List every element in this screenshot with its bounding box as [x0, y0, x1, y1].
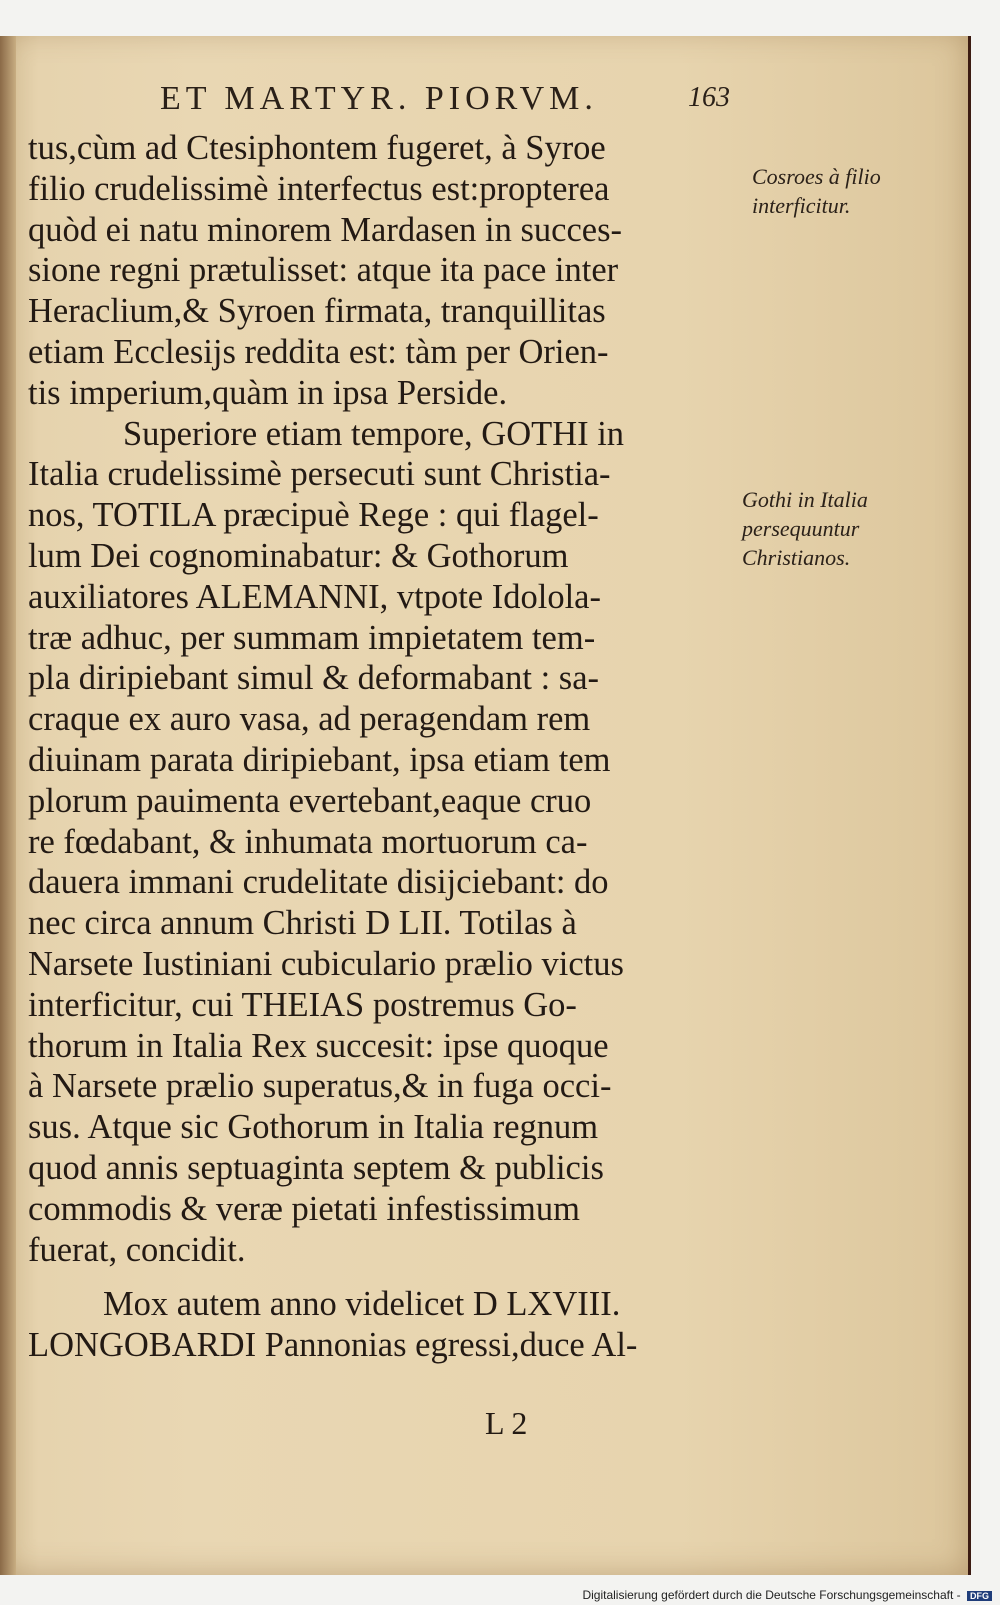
text-line: à Narsete prælio superatus,& in fuga occi- — [28, 1067, 612, 1106]
margin-note-line: Christianos. — [742, 545, 851, 570]
page-header — [160, 80, 730, 120]
text-line: tis imperium,quàm in ipsa Perside. — [28, 373, 508, 412]
credit-text: Digitalisierung gefördert durch die Deutsche Forschungsgemeinschaft - — [582, 1588, 961, 1602]
text-line: sione regni prætulisset: atque ita pace inter — [28, 251, 619, 290]
text-line: etiam Ecclesijs reddita est: tàm per Orien- — [28, 332, 609, 371]
text-line: interficitur, cui THEIAS postremus Go- — [28, 985, 577, 1024]
margin-note-gothi — [742, 485, 868, 572]
dfg-logo: DFG — [967, 1591, 992, 1601]
running-head: ET MARTYR. PIORVM. — [160, 80, 598, 117]
text-line: LONGOBARDI Pannonias egressi,duce Al- — [28, 1326, 638, 1365]
body-text — [28, 128, 738, 1366]
margin-note-line: Gothi in Italia — [742, 487, 868, 512]
text-line: craque ex auro vasa, ad peragendam rem — [28, 700, 591, 739]
page-number: 163 — [688, 82, 730, 113]
text-line: træ adhuc, per summam impietatem tem- — [28, 618, 596, 657]
text-line: Italia crudelissimè persecuti sunt Christia- — [28, 455, 611, 494]
text-line: Narsete Iustiniani cubiculario prælio victus — [28, 944, 624, 983]
text-line: quòd ei natu minorem Mardasen in succes- — [28, 210, 622, 249]
text-line: tus,cùm ad Ctesiphontem fugeret, à Syroe — [28, 129, 606, 167]
text-line: commodis & veræ pietati infestissimum — [28, 1189, 580, 1228]
paragraph-gap — [28, 1270, 738, 1284]
text-line: lum Dei cognominabatur: & Gothorum — [28, 536, 569, 575]
scan-top-margin — [0, 0, 1000, 36]
text-line: Superiore etiam tempore, GOTHI in — [123, 414, 625, 453]
margin-note-line: interficitur. — [752, 193, 851, 218]
text-line: fuerat, concidit. — [28, 1230, 246, 1269]
margin-note-cosroes — [752, 162, 881, 220]
text-line: plorum pauimenta evertebant,eaque cruo — [28, 781, 592, 820]
text-line: sus. Atque sic Gothorum in Italia regnum — [28, 1108, 599, 1147]
text-line: nos, TOTILA præcipuè Rege : qui flagel- — [28, 496, 599, 535]
text-line: nec circa annum Christi D LII. Totilas à — [28, 904, 577, 943]
text-line: thorum in Italia Rex succesit: ipse quoque — [28, 1026, 609, 1065]
text-line: auxiliatores ALEMANNI, vtpote Idolola- — [28, 577, 601, 616]
text-line: diuinam parata diripiebant, ipsa etiam tem — [28, 740, 611, 779]
text-line: filio crudelissimè interfectus est:propterea — [28, 169, 610, 208]
text-line: pla diripiebant simul & deformabant : sa- — [28, 659, 600, 698]
text-line: quod annis septuaginta septem & publicis — [28, 1148, 604, 1187]
text-line: Mox autem anno videlicet D LXVIII. — [103, 1285, 621, 1324]
text-line: Heraclium,& Syroen firmata, tranquillitas — [28, 292, 606, 331]
margin-note-line: persequuntur — [742, 516, 860, 541]
text-line: dauera immani crudelitate disijciebant: do — [28, 863, 609, 902]
signature-mark: L 2 — [485, 1405, 528, 1441]
text-line: re fœdabant, & inhumata mortuorum ca- — [28, 822, 588, 861]
margin-note-line: Cosroes à filio — [752, 164, 881, 189]
digitization-credit — [582, 1588, 992, 1602]
